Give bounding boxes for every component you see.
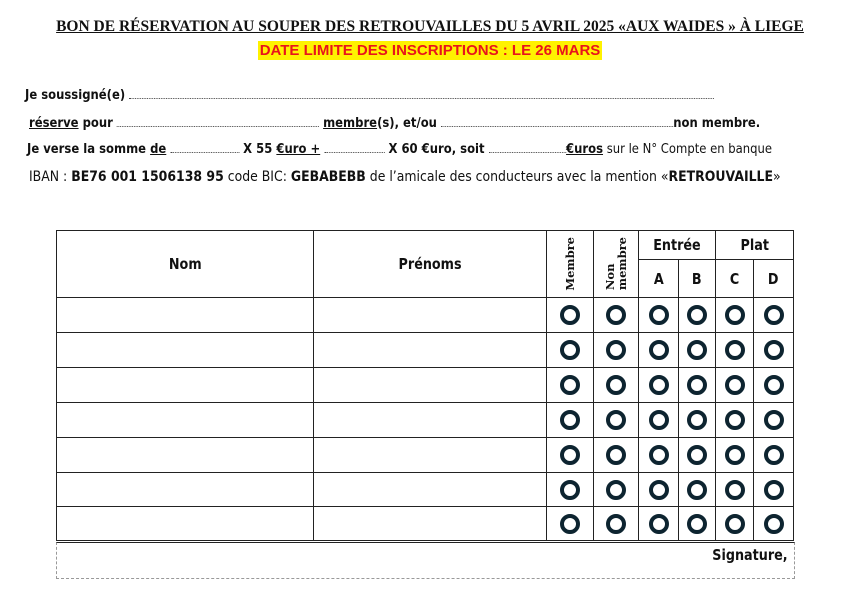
entree-b-cell (679, 507, 716, 541)
membre-circle-option[interactable] (560, 375, 580, 395)
header-nom: Nom (57, 231, 314, 298)
plat-d-circle-option[interactable] (764, 514, 784, 534)
total-field[interactable] (489, 142, 566, 153)
entree-a-cell (639, 333, 679, 368)
membre-cell (547, 333, 594, 368)
plat-c-cell (716, 473, 754, 507)
membre-suffix: (s), et/ou (377, 115, 437, 131)
non-membre-cell (594, 298, 639, 333)
entree-a-cell (639, 368, 679, 403)
entree-a-circle-option[interactable] (649, 340, 669, 360)
pour-word: pour (78, 115, 113, 131)
plat-c-circle-option[interactable] (725, 375, 745, 395)
plat-c-circle-option[interactable] (725, 340, 745, 360)
de-word: de (150, 141, 167, 157)
entree-b-circle-option[interactable] (687, 480, 707, 500)
non-membre-cell (594, 333, 639, 368)
prenom-cell[interactable] (314, 507, 547, 541)
soussigne-label: Je soussigné(e) (25, 87, 126, 103)
entree-a-cell (639, 403, 679, 438)
plat-c-cell (716, 403, 754, 438)
nom-cell[interactable] (57, 438, 314, 473)
line-verse (27, 141, 772, 157)
deadline-banner: DATE LIMITE DES INSCRIPTIONS : LE 26 MARS (259, 42, 601, 59)
membre-cell (547, 473, 594, 507)
price-55-label: X 55 (243, 141, 277, 157)
nom-cell[interactable] (57, 473, 314, 507)
plat-d-cell (754, 368, 794, 403)
membre-cell (547, 507, 594, 541)
plat-c-circle-option[interactable] (725, 514, 745, 534)
entree-b-cell (679, 403, 716, 438)
prenom-cell[interactable] (314, 368, 547, 403)
plat-d-circle-option[interactable] (764, 445, 784, 465)
plat-d-circle-option[interactable] (764, 305, 784, 325)
nom-cell[interactable] (57, 333, 314, 368)
header-non-membre: Non membre (594, 231, 639, 298)
entree-b-cell (679, 298, 716, 333)
euros-label: €uros (566, 141, 604, 157)
entree-a-cell (639, 298, 679, 333)
compte-label: sur le N° Compte en banque (603, 141, 773, 157)
plat-c-cell (716, 438, 754, 473)
non-membre-cell (594, 403, 639, 438)
entree-a-cell (639, 438, 679, 473)
plat-c-cell (716, 333, 754, 368)
entree-a-cell (639, 507, 679, 541)
plat-d-circle-option[interactable] (764, 340, 784, 360)
entree-a-cell (639, 473, 679, 507)
non-membre-circle-option[interactable] (606, 410, 626, 430)
non-membre-circle-option[interactable] (606, 340, 626, 360)
plat-c-cell (716, 298, 754, 333)
membre-word: membre (323, 115, 378, 131)
table-row (57, 298, 794, 333)
header-plat: Plat (716, 231, 794, 260)
qty-60-field[interactable] (324, 142, 384, 153)
plat-c-circle-option[interactable] (725, 410, 745, 430)
table-row (57, 403, 794, 438)
plat-d-cell (754, 298, 794, 333)
prenom-cell[interactable] (314, 298, 547, 333)
plat-c-circle-option[interactable] (725, 305, 745, 325)
table-row (57, 507, 794, 541)
table-row (57, 333, 794, 368)
prenom-cell[interactable] (314, 333, 547, 368)
price-60-label: X 60 €uro, soit (388, 141, 485, 157)
form-title: BON DE RÉSERVATION AU SOUPER DES RETROUVAILLES DU 5 AVRIL 2025 «AUX WAIDES » À LIEGE (56, 18, 804, 35)
membre-circle-option[interactable] (560, 340, 580, 360)
nom-cell[interactable] (57, 507, 314, 541)
entree-b-circle-option[interactable] (687, 305, 707, 325)
plat-d-cell (754, 333, 794, 368)
membre-circle-option[interactable] (560, 445, 580, 465)
euro-plus-label: €uro + (276, 141, 321, 157)
qty-55-field[interactable] (170, 142, 239, 153)
membre-circle-option[interactable] (560, 514, 580, 534)
plat-d-circle-option[interactable] (764, 480, 784, 500)
non-membre-cell (594, 438, 639, 473)
soussigne-field[interactable] (129, 88, 714, 99)
entree-a-circle-option[interactable] (649, 305, 669, 325)
membre-cell (547, 368, 594, 403)
header-b: B (679, 260, 716, 298)
plat-c-cell (716, 507, 754, 541)
entree-b-cell (679, 368, 716, 403)
header-entree: Entrée (639, 231, 716, 260)
plat-c-circle-option[interactable] (725, 445, 745, 465)
verse-label: Je verse la somme (27, 141, 151, 157)
non-membre-circle-option[interactable] (606, 514, 626, 534)
header-d: D (754, 260, 794, 298)
header-c: C (716, 260, 754, 298)
membre-cell (547, 438, 594, 473)
nom-cell[interactable] (57, 403, 314, 438)
signature-area[interactable] (56, 542, 795, 579)
mention-value: RETROUVAILLE (668, 169, 774, 185)
plat-c-circle-option[interactable] (725, 480, 745, 500)
entree-a-circle-option[interactable] (649, 514, 669, 534)
line-iban (29, 169, 781, 185)
line-reserve (29, 115, 760, 131)
iban-label: IBAN : (29, 169, 72, 185)
non-member-count-field[interactable] (441, 116, 673, 127)
membre-circle-option[interactable] (560, 410, 580, 430)
nom-cell[interactable] (57, 368, 314, 403)
entree-b-cell (679, 473, 716, 507)
signature-label: Signature, (712, 546, 788, 564)
mention-close: » (773, 169, 781, 185)
entree-a-circle-option[interactable] (649, 480, 669, 500)
plat-d-cell (754, 473, 794, 507)
iban-value: BE76 001 1506138 95 (71, 169, 224, 185)
membre-circle-option[interactable] (560, 305, 580, 325)
non-membre-circle-option[interactable] (606, 375, 626, 395)
non-membre-circle-option[interactable] (606, 480, 626, 500)
prenom-cell[interactable] (314, 473, 547, 507)
header-a: A (639, 260, 679, 298)
entree-b-cell (679, 438, 716, 473)
entree-b-circle-option[interactable] (687, 410, 707, 430)
plat-d-circle-option[interactable] (764, 375, 784, 395)
entree-a-circle-option[interactable] (649, 375, 669, 395)
entree-b-circle-option[interactable] (687, 514, 707, 534)
bic-label: code BIC: (223, 169, 291, 185)
entree-b-cell (679, 333, 716, 368)
non-membre-word: non membre. (673, 115, 761, 131)
prenom-cell[interactable] (314, 403, 547, 438)
entree-b-circle-option[interactable] (687, 375, 707, 395)
table-row (57, 473, 794, 507)
nom-cell[interactable] (57, 298, 314, 333)
entree-b-circle-option[interactable] (687, 340, 707, 360)
membre-cell (547, 403, 594, 438)
member-count-field[interactable] (117, 116, 319, 127)
non-membre-cell (594, 507, 639, 541)
header-prenoms: Prénoms (314, 231, 547, 298)
prenom-cell[interactable] (314, 438, 547, 473)
entree-a-circle-option[interactable] (649, 410, 669, 430)
entree-a-circle-option[interactable] (649, 445, 669, 465)
reserve-word: réserve (29, 115, 79, 131)
entree-b-circle-option[interactable] (687, 445, 707, 465)
plat-d-cell (754, 507, 794, 541)
plat-c-cell (716, 368, 754, 403)
plat-d-circle-option[interactable] (764, 410, 784, 430)
non-membre-circle-option[interactable] (606, 445, 626, 465)
header-membre: Membre (547, 231, 594, 298)
non-membre-cell (594, 368, 639, 403)
bic-value: GEBABEBB (290, 169, 366, 185)
mention-label: de l’amicale des conducteurs avec la mention « (365, 169, 669, 185)
table-row (57, 368, 794, 403)
non-membre-cell (594, 473, 639, 507)
plat-d-cell (754, 438, 794, 473)
line-soussigne (25, 87, 714, 103)
non-membre-circle-option[interactable] (606, 305, 626, 325)
membre-cell (547, 298, 594, 333)
membre-circle-option[interactable] (560, 480, 580, 500)
table-row (57, 438, 794, 473)
plat-d-cell (754, 403, 794, 438)
reservation-table (56, 230, 794, 541)
